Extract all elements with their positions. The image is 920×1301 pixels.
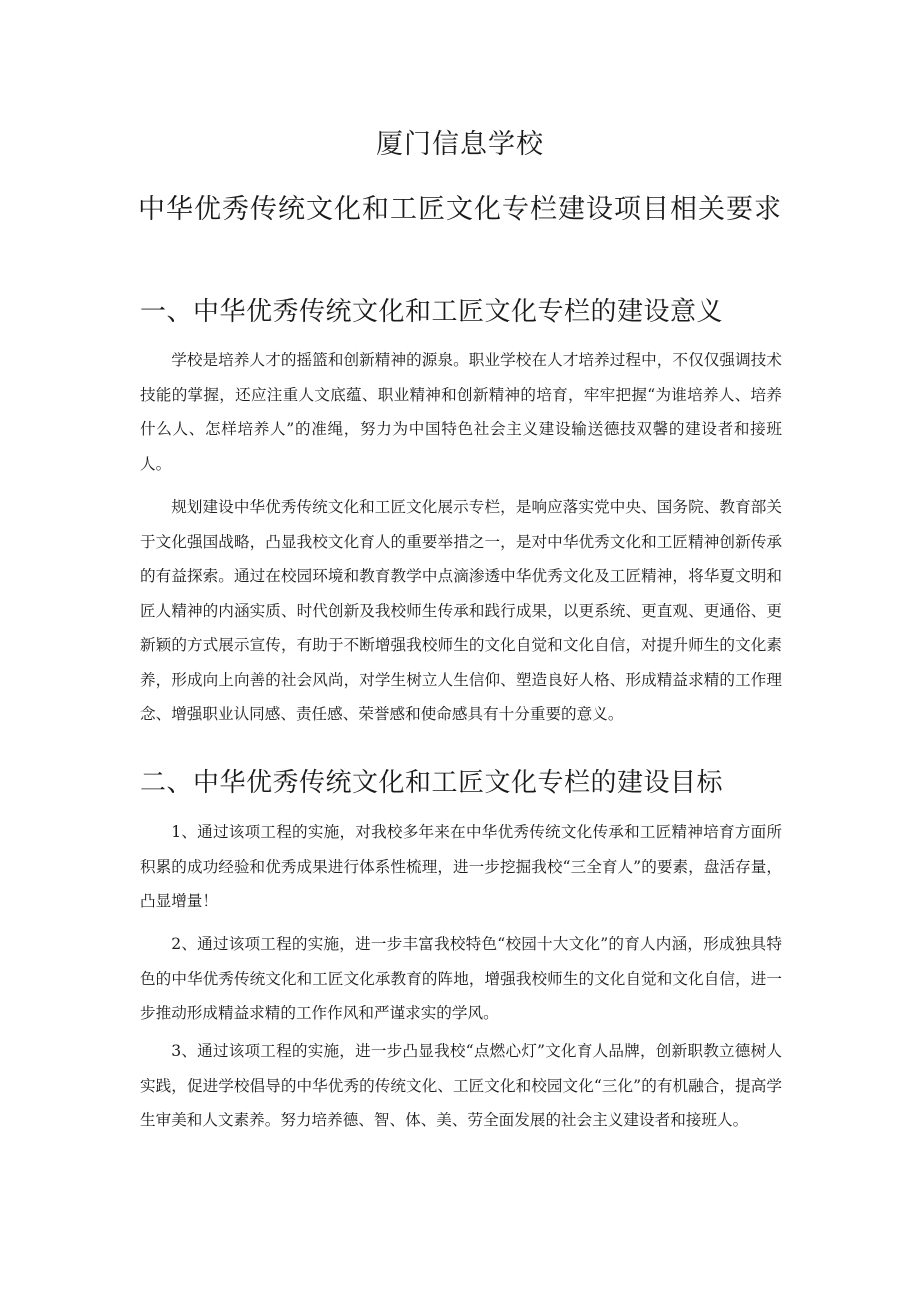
paragraph: 规划建设中华优秀传统文化和工匠文化展示专栏，是响应落实党中央、国务院、教育部关于文化强国战略，凸显我校文化育人的重要举措之一，是对中华优秀文化和工匠精神创新传承的有益探索。通过在校园环境和教育教学中点滴渗透中华优秀文化及工匠精神，将华夏文明和匠人精神的内涵实质、时代创新及我校师生传承和践行成果，以更系统、更直观、更通俗、更新颖的方式展示宣传，有助于不断增强我校师生的文化自觉和文化自信，对提升师生的文化素养，形成向上向善的社会风尚，对学生树立人生信仰、塑造良好人格、形成精益求精的工作理念、增强职业认同感、责任感、荣誉感和使命感具有十分重要的意义。: [140, 498, 782, 723]
goal-item-1: 1、通过该项工程的实施，对我校多年来在中华优秀传统文化传承和工匠精神培育方面所积累的成功经验和优秀成果进行体系性梳理，进一步挖掘我校“三全育人”的要素，盘活存量，凸显增量！: [140, 823, 782, 910]
section-heading-significance: 一、中华优秀传统文化和工匠文化专栏的建设意义: [140, 297, 724, 327]
document-title: 中华优秀传统文化和工匠文化专栏建设项目相关要求: [138, 194, 782, 225]
section-heading-goals: 二、中华优秀传统文化和工匠文化专栏的建设目标: [140, 768, 724, 798]
goal-item-3: 3、通过该项工程的实施，进一步凸显我校“点燃心灯”文化育人品牌，创新职教立德树人实践，促进学校倡导的中华优秀的传统文化、工匠文化和校园文化“三化”的有机融合，提高学生审美和人文素养。努力培养德、智、体、美、劳全面发展的社会主义建设者和接班人。: [140, 1042, 782, 1129]
goal-item-2: 2、通过该项工程的实施，进一步丰富我校特色“校园十大文化”的育人内涵，形成独具特色的中华优秀传统文化和工匠文化承教育的阵地，增强我校师生的文化自觉和文化自信，进一步推动形成精益求精的工作作风和严谨求实的学风。: [140, 935, 782, 1022]
paragraph: 学校是培养人才的摇篮和创新精神的源泉。职业学校在人才培养过程中，不仅仅强调技术技能的掌握，还应注重人文底蕴、职业精神和创新精神的培育，牢牢把握“为谁培养人、培养什么人、怎样培养人”的准绳，努力为中国特色社会主义建设输送德技双馨的建设者和接班人。: [140, 351, 782, 473]
school-title: 厦门信息学校: [376, 129, 544, 160]
